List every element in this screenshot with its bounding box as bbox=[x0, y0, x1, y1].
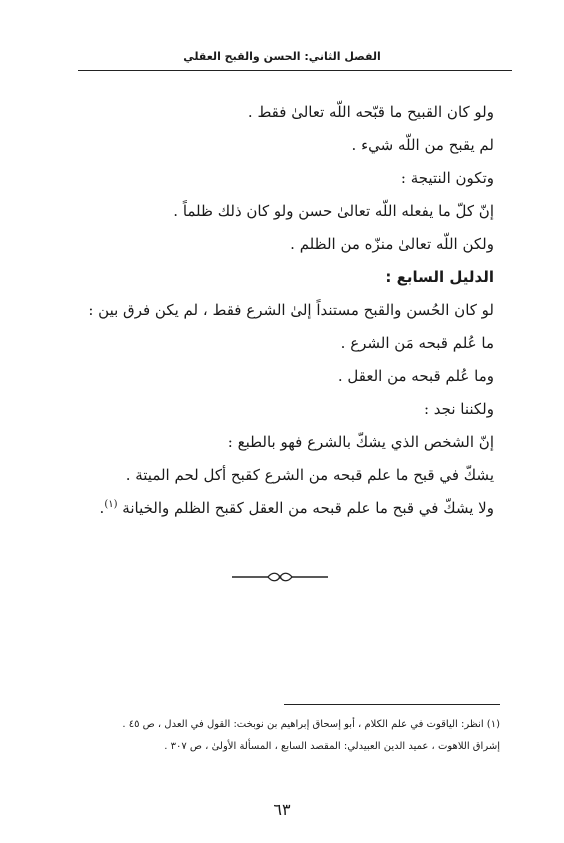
chapter-header: الفصل الثاني: الحسن والقبح العقلي bbox=[183, 50, 381, 63]
ornament-divider-icon bbox=[230, 570, 330, 584]
text-line: ولا يشكّ في قبح ما علم قبحه من العقل كقبح الظلم والخيانة bbox=[122, 499, 494, 517]
footnote-marker: (١) bbox=[104, 499, 118, 510]
text-line: ما عُلم قبحه مَن الشرع . bbox=[340, 334, 494, 352]
text-line: ولكن اللّه تعالىٰ منزّه من الظلم . bbox=[290, 235, 494, 253]
footnote-divider bbox=[284, 704, 500, 705]
section-heading: الدليل السابع : bbox=[385, 268, 494, 286]
header-divider bbox=[78, 70, 512, 71]
text-line: يشكّ في قبح ما علم قبحه من الشرع كقبح أكل لحم الميتة . bbox=[125, 466, 494, 484]
text-line: ولكننا نجد : bbox=[423, 400, 494, 418]
text-line: لو كان الحُسن والقبح مستنداً إلىٰ الشرع فقط ، لم يكن فرق بين : bbox=[88, 301, 494, 319]
text-line: لم يقبح من اللّه شيء . bbox=[351, 136, 494, 154]
text-line: إنّ الشخص الذي يشكّ بالشرع فهو بالطبع : bbox=[227, 433, 494, 451]
text-line-with-footnote: ولا يشكّ في قبح ما علم قبحه من العقل كقبح الظلم والخيانة $^{(١)}$. bbox=[99, 499, 494, 517]
footnote-line: إشراق اللاهوت ، عميد الدين العبيدلي: المقصد السابع ، المسألة الأولىٰ ، ص ٣٠٧ . bbox=[164, 741, 500, 752]
text-line: وما عُلم قبحه من العقل . bbox=[337, 367, 494, 385]
footnote-line: (١) انظر: الياقوت في علم الكلام ، أبو إسحاق إبراهيم بن نوبخت: القول في العدل ، ص ٤٥ . bbox=[122, 719, 500, 730]
text-line: إنّ كلّ ما يفعله اللّه تعالىٰ حسن ولو كان ذلك ظلماً . bbox=[173, 202, 494, 220]
page-number: ٦٣ bbox=[273, 800, 291, 819]
main-text bbox=[64, 96, 494, 525]
footnotes bbox=[60, 714, 500, 758]
text-line: وتكون النتيجة : bbox=[400, 169, 494, 187]
text-line: ولو كان القبيح ما قبّحه اللّه تعالىٰ فقط . bbox=[247, 103, 494, 121]
